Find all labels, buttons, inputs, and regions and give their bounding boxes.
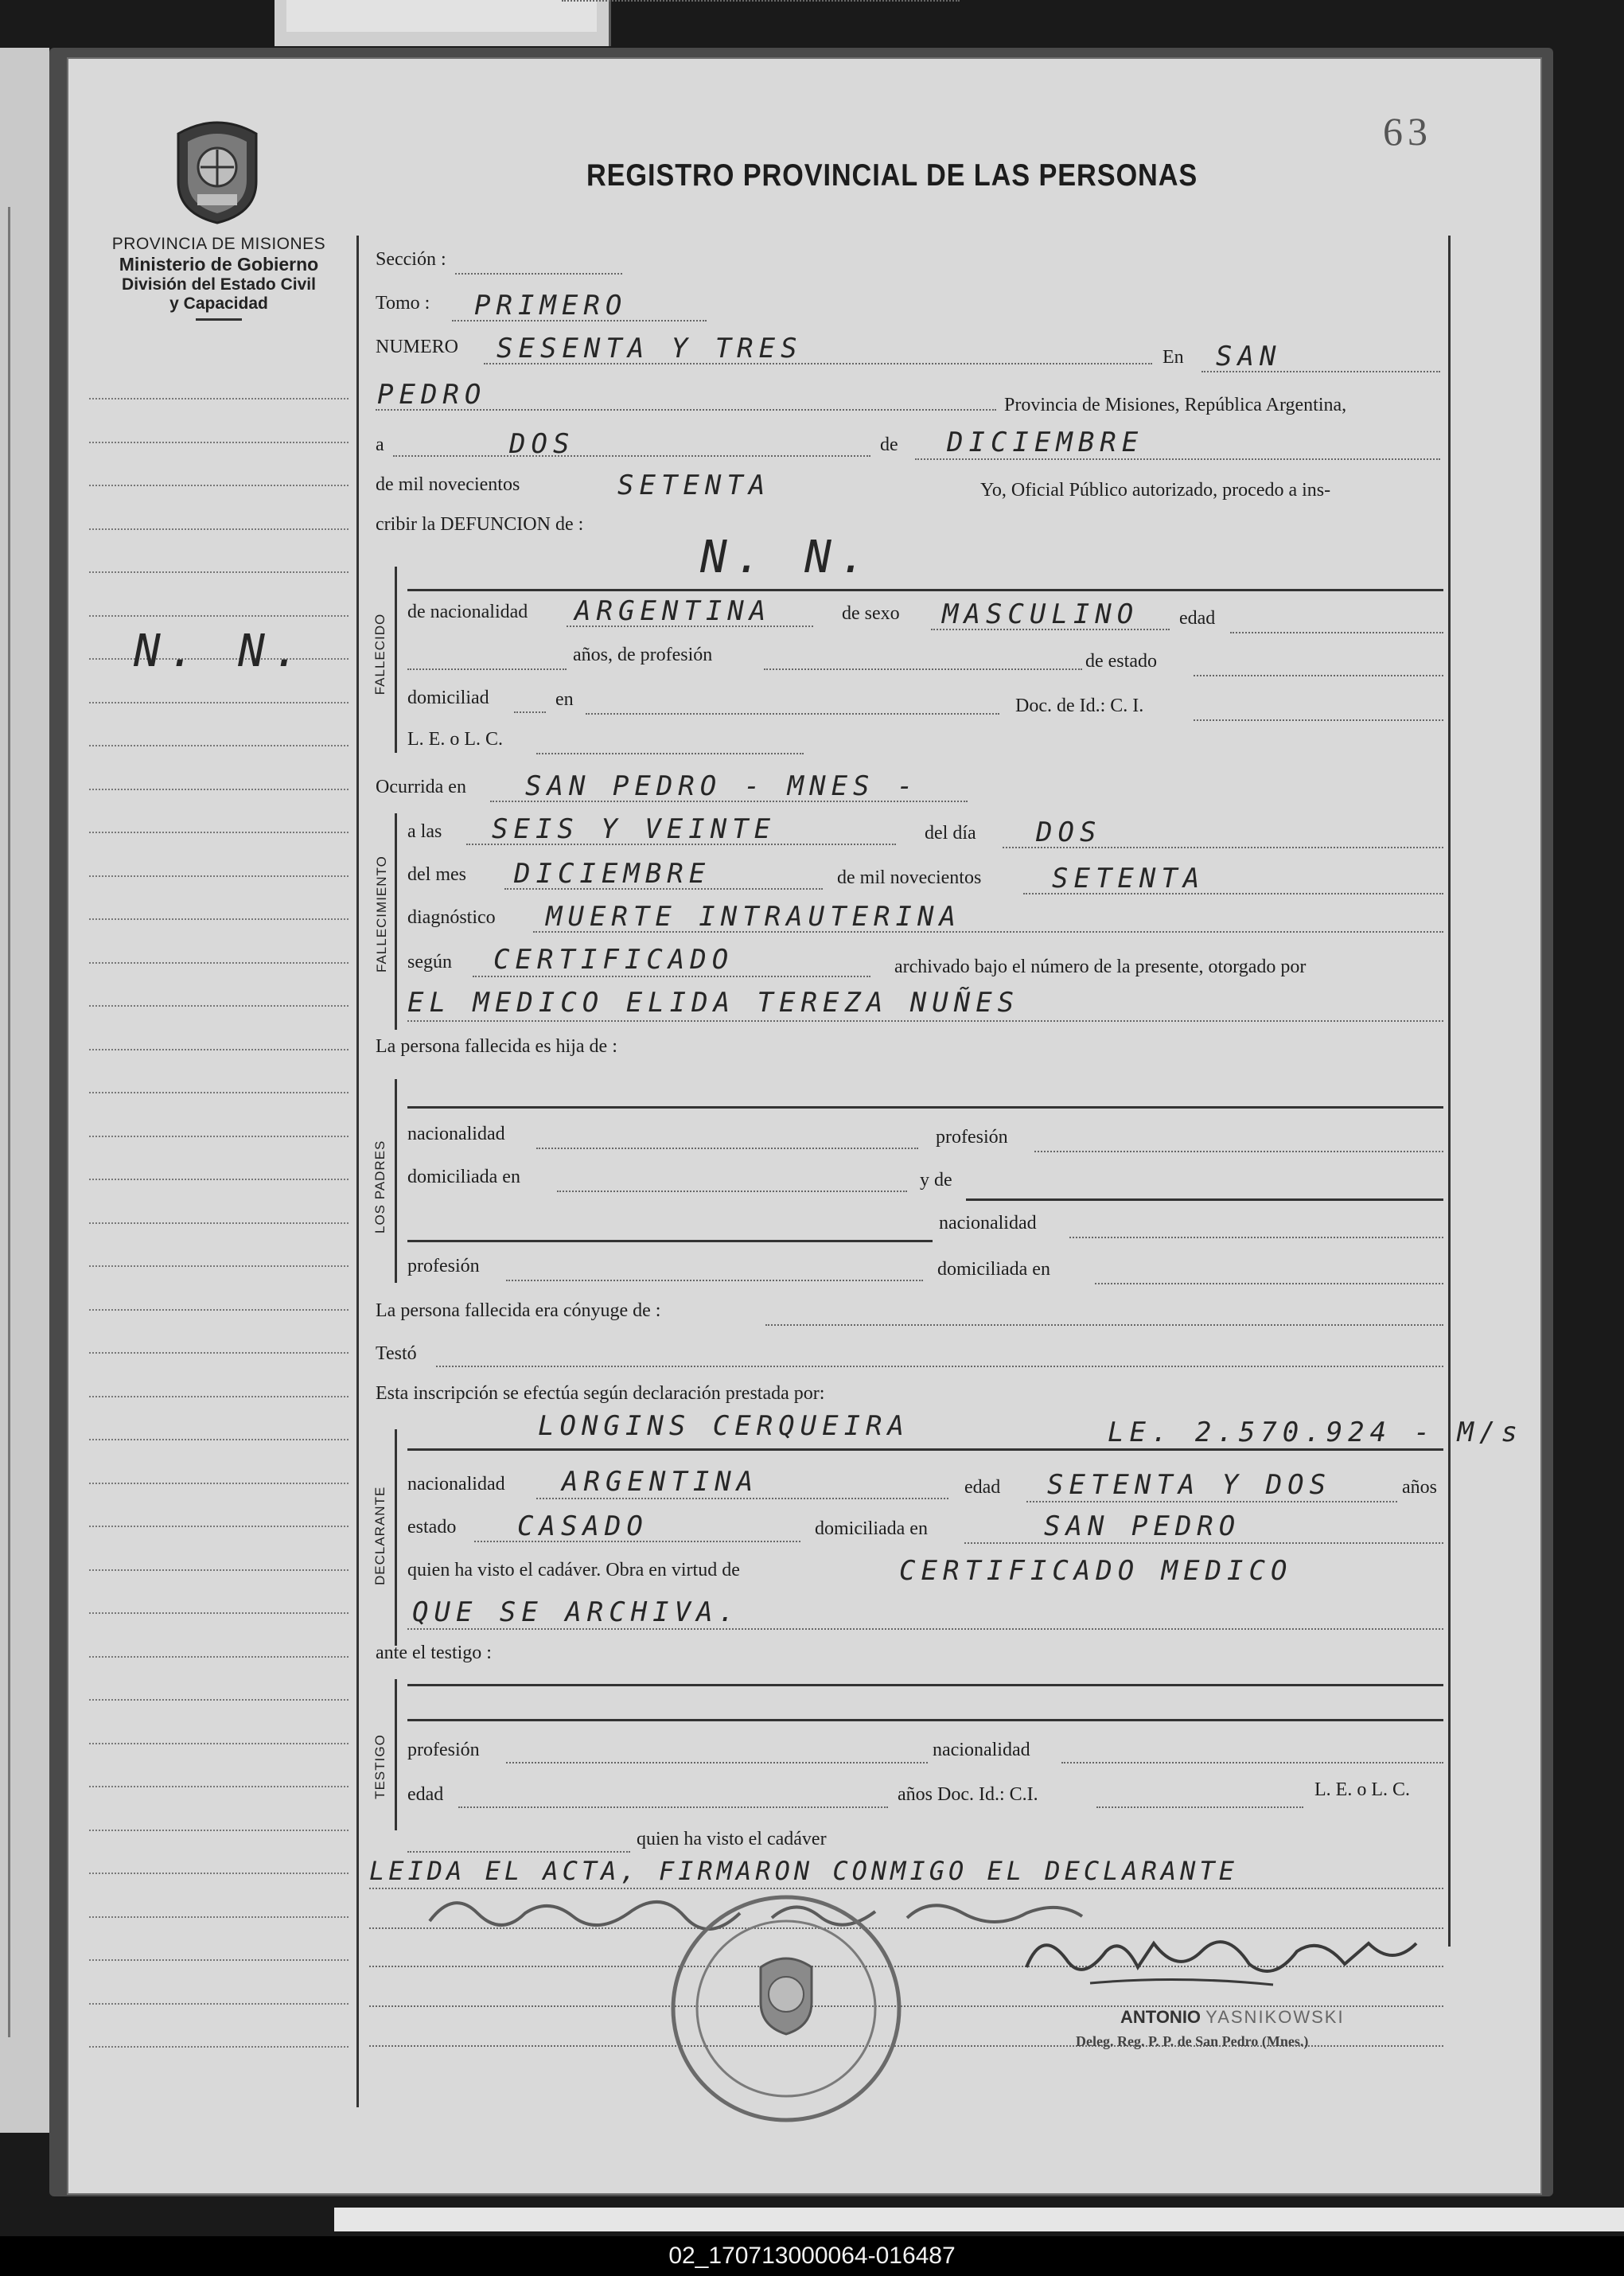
padres-domiciliada-label: domiciliada en <box>407 1167 520 1187</box>
margin-rule-line <box>89 1092 349 1093</box>
margin-rule-line <box>89 1873 349 1874</box>
month-value: DICIEMBRE <box>947 427 1144 458</box>
fallecimiento-dia-line <box>1003 847 1443 848</box>
margin-rule-line <box>89 1352 349 1354</box>
fallecimiento-del-dia-label: del día <box>925 823 976 844</box>
fallecimiento-anio-value: SETENTA <box>1052 863 1205 894</box>
padres-domiciliada2-line <box>1095 1283 1443 1284</box>
margin-rule-line <box>89 1483 349 1484</box>
testigo-le-label: L. E. o L. C. <box>1314 1779 1410 1800</box>
en-value: SAN <box>1216 341 1282 372</box>
margin-rule-line <box>89 1656 349 1658</box>
fallecido-anos-label: años, de profesión <box>573 645 713 665</box>
fallecido-estado-line <box>1194 675 1443 676</box>
padres-profesion-line <box>1034 1151 1443 1152</box>
fallecimiento-anio-line <box>1023 893 1443 894</box>
closing-text: LEIDA EL ACTA, FIRMARON CONMIGO EL DECLARANTE <box>369 1856 1238 1886</box>
fallecimiento-label: FALLECIMIENTO <box>374 855 389 972</box>
tomo-value: PRIMERO <box>474 290 628 322</box>
previous-page-stub-inner <box>286 0 597 32</box>
margin-rule-line <box>89 1222 349 1224</box>
fallecimiento-segun-value: CERTIFICADO <box>493 944 734 976</box>
seccion-label: Sección : <box>376 249 446 270</box>
deceased-name-line <box>407 589 1443 591</box>
ocurrida-value: SAN PEDRO - MNES - <box>525 770 919 802</box>
margin-rule-line <box>89 832 349 833</box>
fallecido-sexo-value: MASCULINO <box>942 598 1139 630</box>
fallecimiento-dia-value: DOS <box>1036 816 1102 848</box>
cribir-label: cribir la DEFUNCION de : <box>376 514 584 535</box>
deceased-name: N. N. <box>700 532 874 583</box>
fallecido-estado-label: de estado <box>1085 651 1157 672</box>
fallecido-domicilio-label: domiciliad <box>407 688 489 708</box>
margin-rule-line <box>89 1830 349 1831</box>
numero-line <box>484 363 1152 364</box>
division-name: División del Estado Civil <box>122 275 316 294</box>
a-label: a <box>376 435 384 455</box>
margin-divider <box>356 236 359 2107</box>
margin-rule-line <box>89 1265 349 1267</box>
fallecimiento-mes-line <box>504 888 823 890</box>
official-seal <box>667 1891 905 2126</box>
margin-rule-line <box>89 1136 349 1137</box>
numero-value: SESENTA Y TRES <box>497 333 803 364</box>
padres-domiciliada-line <box>557 1191 907 1192</box>
footer-id: 02_170713000064-016487 <box>0 2236 1624 2276</box>
margin-rule-line <box>89 1569 349 1571</box>
testigo-anos-doc-label: años Doc. Id.: C.I. <box>898 1784 1038 1805</box>
testigo-intro-label: ante el testigo : <box>376 1643 492 1663</box>
numero-label: NUMERO <box>376 337 459 357</box>
fallecido-anos-line <box>407 668 567 670</box>
right-border <box>1448 236 1451 1947</box>
padres-bracket <box>395 1079 397 1283</box>
declarante-edad-value: SETENTA Y DOS <box>1047 1469 1332 1501</box>
fallecimiento-bracket <box>395 813 397 1030</box>
fallecido-nacionalidad-value: ARGENTINA <box>574 595 772 627</box>
padres-profesion2-label: profesión <box>407 1256 480 1276</box>
margin-rule-line <box>89 918 349 920</box>
fallecimiento-segun-line <box>473 976 870 977</box>
declarante-estado-label: estado <box>407 1517 457 1537</box>
declarante-obra-value: CERTIFICADO MEDICO <box>899 1555 1293 1587</box>
fallecimiento-mes-value: DICIEMBRE <box>514 858 711 890</box>
fallecido-label: FALLECIDO <box>372 613 388 696</box>
declarante-bracket <box>395 1429 397 1646</box>
tomo-label: Tomo : <box>376 293 430 314</box>
yo-label: Yo, Oficial Público autorizado, procedo a ins- <box>980 480 1331 501</box>
hija-label: La persona fallecida es hija de : <box>376 1036 617 1057</box>
fallecido-le-label: L. E. o L. C. <box>407 729 503 750</box>
margin-rule-line <box>89 2003 349 2005</box>
testigo-label: TESTIGO <box>372 1734 388 1799</box>
fallecimiento-medico-line <box>407 1020 1443 1022</box>
margin-rule-line <box>89 398 349 399</box>
declarante-obra-value-2: QUE SE ARCHIVA. <box>412 1596 741 1628</box>
padres-profesion2-line <box>506 1280 923 1281</box>
provincial-crest-icon <box>170 118 264 224</box>
official-name-bold: ANTONIO <box>1120 2007 1201 2027</box>
declarante-domicilio-value: SAN PEDRO <box>1044 1510 1241 1542</box>
testigo-edad-line <box>458 1806 888 1808</box>
padres-nacionalidad2-line <box>1069 1237 1443 1238</box>
margin-rule-line <box>89 875 349 877</box>
declarante-nacionalidad-label: nacionalidad <box>407 1474 505 1495</box>
mil-label: de mil novecientos <box>376 474 520 495</box>
fallecido-nacionalidad-label: de nacionalidad <box>407 602 528 622</box>
margin-rule-line <box>89 1396 349 1397</box>
page-bottom-strip <box>334 2208 1624 2231</box>
padres-madre-line <box>407 1240 933 1242</box>
register-title: REGISTRO PROVINCIAL DE LAS PERSONAS <box>586 158 1198 193</box>
month-line <box>915 458 1440 460</box>
margin-rule-line <box>89 1786 349 1787</box>
en-line <box>1201 371 1440 372</box>
ocurrida-line <box>490 801 968 802</box>
declarante-nacionalidad-value: ARGENTINA <box>562 1466 759 1498</box>
fallecimiento-a-las-label: a las <box>407 821 442 842</box>
fallecimiento-diagnostico-value: MUERTE INTRAUTERINA <box>546 901 961 933</box>
official-signature <box>1018 1919 1432 1991</box>
margin-rule-line <box>89 1699 349 1701</box>
fallecido-sexo-line <box>931 629 1170 630</box>
de-label: de <box>880 435 898 455</box>
padres-nacionalidad2-label: nacionalidad <box>939 1213 1037 1233</box>
declarante-obra-line <box>407 1628 1443 1630</box>
day-line <box>393 455 870 457</box>
testo-line <box>436 1366 1443 1367</box>
testigo-quien-label: quien ha visto el cadáver <box>637 1829 827 1849</box>
left-page-edge <box>0 48 49 2133</box>
margin-rule-line <box>89 702 349 703</box>
tomo-line <box>452 320 707 322</box>
declarante-quien-label: quien ha visto el cadáver. Obra en virtud de <box>407 1560 740 1580</box>
ministry-name: Ministerio de Gobierno <box>119 254 319 275</box>
declarante-estado-value: CASADO <box>517 1510 648 1542</box>
fallecimiento-segun-label: según <box>407 952 452 972</box>
ocurrida-label: Ocurrida en <box>376 777 466 797</box>
padres-profesion-label: profesión <box>936 1127 1008 1148</box>
declarante-estado-line <box>474 1541 800 1542</box>
fallecido-sexo-label: de sexo <box>842 603 900 624</box>
fallecimiento-archivado-label: archivado bajo el número de la presente, otorgado por <box>894 957 1307 977</box>
declarante-anos-label: años <box>1402 1477 1437 1498</box>
margin-rule-line <box>89 528 349 530</box>
fallecimiento-hora-value: SEIS Y VEINTE <box>492 813 777 845</box>
fallecido-en-label: en <box>555 689 574 710</box>
fallecimiento-diagnostico-line <box>533 931 1443 933</box>
margin-rule-line <box>89 962 349 964</box>
fallecido-doc-line <box>1194 719 1443 721</box>
testigo-quien-line <box>407 1851 630 1853</box>
margin-rule-line <box>89 1439 349 1440</box>
fallecimiento-mil-label: de mil novecientos <box>837 867 982 888</box>
margin-rule-line <box>89 1959 349 1961</box>
declarante-edad-line <box>1026 1501 1397 1502</box>
fallecimiento-del-mes-label: del mes <box>407 864 466 885</box>
margin-rule-line <box>89 1526 349 1527</box>
declarante-nacionalidad-line <box>536 1498 948 1499</box>
padres-nacionalidad-line <box>536 1148 918 1149</box>
margin-rule-line <box>89 1916 349 1918</box>
seccion-line <box>455 273 622 275</box>
declarante-edad-label: edad <box>964 1477 1001 1498</box>
fallecido-nacionalidad-line <box>567 626 813 627</box>
declarante-name-line <box>407 1448 1443 1451</box>
province-name: PROVINCIA DE MISIONES <box>111 235 326 253</box>
padres-nacionalidad-label: nacionalidad <box>407 1124 505 1144</box>
margin-rule-line <box>89 1309 349 1311</box>
testigo-edad-label: edad <box>407 1784 444 1805</box>
declarante-name: LONGINS CERQUEIRA <box>538 1410 909 1442</box>
padres-name-line-2 <box>966 1198 1443 1201</box>
padres-y-de-label: y de <box>920 1170 952 1191</box>
testo-label: Testó <box>376 1343 417 1364</box>
place-line <box>376 409 996 411</box>
padres-label: LOS PADRES <box>372 1140 388 1233</box>
fallecido-edad-label: edad <box>1179 608 1216 629</box>
header-underline <box>196 318 242 321</box>
testigo-name-line-1 <box>407 1684 1443 1686</box>
place-value: PEDRO <box>377 379 487 411</box>
fallecimiento-diagnostico-label: diagnóstico <box>407 907 496 928</box>
margin-rule-line <box>89 571 349 573</box>
testigo-bracket <box>395 1679 397 1830</box>
day-value: DOS <box>509 428 575 460</box>
testigo-profesion-line <box>506 1762 928 1764</box>
inscripcion-label: Esta inscripción se efectúa según declaración prestada por: <box>376 1383 825 1404</box>
margin-rule-line <box>89 789 349 790</box>
conyuge-line <box>765 1324 1443 1326</box>
testigo-profesion-label: profesión <box>407 1740 480 1760</box>
testigo-name-line-2 <box>407 1719 1443 1721</box>
fallecido-bracket <box>395 567 397 753</box>
fallecido-doc-label: Doc. de Id.: C. I. <box>1015 696 1144 716</box>
fallecimiento-medico-value: EL MEDICO ELIDA TEREZA NUÑES <box>407 987 1020 1019</box>
province-label: Provincia de Misiones, República Argentina, <box>1004 395 1347 415</box>
declarante-domicilio-line <box>964 1542 1443 1544</box>
margin-rule-line <box>89 1743 349 1744</box>
margin-rule-line <box>89 1049 349 1050</box>
margin-rule-line <box>89 745 349 746</box>
fallecido-le-line <box>536 753 804 754</box>
en-label: En <box>1163 347 1184 368</box>
year-line <box>562 0 960 2</box>
fallecido-edad-line <box>1230 632 1443 633</box>
fallecido-domicilio-line <box>514 711 546 713</box>
official-name <box>1120 2007 1345 2028</box>
margin-rule-line <box>89 442 349 443</box>
margin-rule-line <box>89 1179 349 1180</box>
fallecimiento-hora-line <box>466 844 896 845</box>
testigo-nacionalidad-label: nacionalidad <box>933 1740 1030 1760</box>
margin-rule-line <box>89 2046 349 2048</box>
page-number: 63 <box>1383 109 1432 154</box>
testigo-doc-line <box>1096 1806 1303 1808</box>
padres-domiciliada2-label: domiciliada en <box>937 1259 1050 1280</box>
year-value: SETENTA <box>617 470 771 501</box>
margin-rule-line <box>89 1612 349 1614</box>
fallecido-en-line <box>586 713 999 715</box>
margin-note: N. N. <box>134 626 308 677</box>
capacity-name: y Capacidad <box>169 294 268 313</box>
declarante-doc: LE. 2.570.924 - M/s <box>1108 1417 1523 1448</box>
testigo-nacionalidad-line <box>1061 1762 1443 1764</box>
declarante-domiciliada-label: domiciliada en <box>815 1518 928 1539</box>
ministry-header <box>88 235 350 321</box>
margin-rule-line <box>89 1005 349 1007</box>
official-role: Deleg. Reg. P. P. de San Pedro (Mnes.) <box>1076 2033 1309 2049</box>
conyuge-label: La persona fallecida era cónyuge de : <box>376 1300 661 1321</box>
margin-rule-line <box>89 615 349 617</box>
padres-name-line-1 <box>407 1106 1443 1109</box>
margin-rule-line <box>89 485 349 486</box>
official-name-rest: YASNIKOWSKI <box>1205 2007 1345 2027</box>
fallecido-profesion-line <box>764 668 1082 670</box>
declarante-label: DECLARANTE <box>372 1486 388 1585</box>
